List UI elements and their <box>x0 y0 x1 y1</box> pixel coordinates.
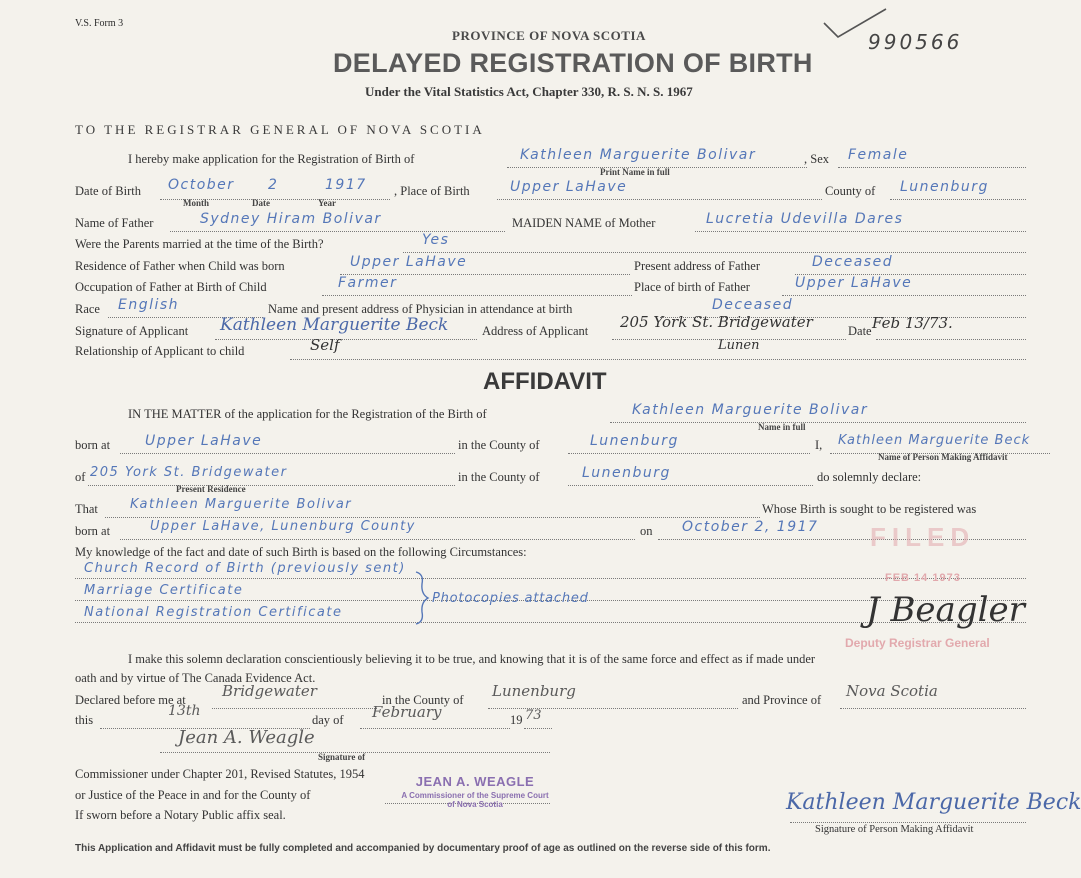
occupation-field[interactable]: Farmer <box>338 275 398 291</box>
dotted-line <box>568 453 810 454</box>
sex-field[interactable]: Female <box>848 147 909 163</box>
commissioner-stamp <box>390 774 560 809</box>
declared-county-label: in the County of <box>382 693 464 707</box>
declared-province-field[interactable]: Nova Scotia <box>846 682 938 700</box>
page-subtitle: Under the Vital Statistics Act, Chapter 330, R. S. N. S. 1967 <box>365 84 693 99</box>
born-at2-label: born at <box>75 524 111 538</box>
born-at-label: born at <box>75 438 111 452</box>
dotted-line <box>782 295 1026 296</box>
residence-field[interactable]: 205 York St. Bridgewater <box>90 465 288 480</box>
photocopies-note: Photocopies attached <box>432 591 589 606</box>
filed-date-stamp: FEB 14 1973 <box>885 572 961 584</box>
circumstance-3[interactable]: National Registration Certificate <box>84 605 343 620</box>
county-field[interactable]: Lunenburg <box>900 179 989 195</box>
res-father-field[interactable]: Upper LaHave <box>350 254 468 270</box>
name-in-full-hint: Name in full <box>758 422 806 432</box>
matter-name-field[interactable]: Kathleen Marguerite Bolivar <box>632 402 869 418</box>
month-field[interactable]: February <box>372 703 442 721</box>
mother-label: MAIDEN NAME of Mother <box>512 216 656 230</box>
addressee: TO THE REGISTRAR GENERAL OF NOVA SCOTIA <box>75 122 485 137</box>
mother-field[interactable]: Lucretia Udevilla Dares <box>706 211 904 227</box>
deponent-field[interactable]: Kathleen Marguerite Beck <box>838 433 1031 448</box>
dotted-line <box>568 485 813 486</box>
dotted-line <box>610 422 1026 423</box>
dotted-line <box>790 822 1026 823</box>
this-label: this <box>75 713 94 727</box>
present-addr-label: Present address of Father <box>634 259 761 273</box>
physician-field[interactable]: Deceased <box>712 297 794 313</box>
dotted-line <box>497 199 822 200</box>
address-label: Address of Applicant <box>482 324 589 338</box>
affidavit-applicant-signature: Kathleen Marguerite Beck <box>786 790 1081 815</box>
date-hint: Date <box>252 198 270 208</box>
knowledge-text: My knowledge of the fact and date of such Birth is based on the following Circumstances: <box>75 545 527 559</box>
race-field[interactable]: English <box>118 297 180 313</box>
solemn-text-1: I make this solemn declaration conscientiously believing it to be true, and knowing that it is of the same force and effect as if made under <box>128 652 816 666</box>
dotted-line <box>890 199 1026 200</box>
physician-label: Name and present address of Physician in attendance at birth <box>268 302 573 316</box>
father-birthplace-field[interactable]: Upper LaHave <box>795 275 913 291</box>
sex-label: , Sex <box>804 152 829 166</box>
checkmark-icon <box>820 5 890 41</box>
affidavit-heading: AFFIDAVIT <box>483 368 607 395</box>
race-label: Race <box>75 302 100 316</box>
i-label: I, <box>815 438 823 452</box>
province-label: and Province of <box>742 693 822 707</box>
filed-stamp: FILED <box>870 522 976 552</box>
res-father-label: Residence of Father when Child was born <box>75 259 285 273</box>
present-addr-field[interactable]: Deceased <box>812 254 894 270</box>
place-label: , Place of Birth <box>394 184 470 198</box>
commissioner-line-2: or Justice of the Peace in and for the County of <box>75 788 311 802</box>
of-label: of <box>75 470 86 484</box>
day-of-label: day of <box>312 713 344 727</box>
dotted-line <box>170 231 505 232</box>
on-label: on <box>640 524 653 538</box>
year-prefix: 19 <box>510 713 523 727</box>
dotted-line <box>212 708 377 709</box>
date-label: Date <box>848 324 872 338</box>
matter-text: IN THE MATTER of the application for the Registration of the Birth of <box>128 407 487 421</box>
commissioner-line-3: If sworn before a Notary Public affix seal. <box>75 808 286 822</box>
dotted-line <box>403 252 1026 253</box>
dotted-line <box>120 453 455 454</box>
declared-county-field[interactable]: Lunenburg <box>492 682 576 700</box>
relationship-field[interactable]: Self <box>310 336 340 354</box>
dotted-line <box>322 295 632 296</box>
registrar-signature: J Beagler <box>866 590 1025 630</box>
dob-month-field[interactable]: October <box>168 177 235 193</box>
dotted-line <box>105 517 760 518</box>
married-label: Were the Parents married at the time of the Birth? <box>75 237 324 251</box>
married-field[interactable]: Yes <box>422 232 450 248</box>
year-field[interactable]: 73 <box>525 708 542 723</box>
born-at2-field[interactable]: Upper LaHave, Lunenburg County <box>150 519 416 534</box>
child-name-field[interactable]: Kathleen Marguerite Bolivar <box>520 147 757 163</box>
on-date-field[interactable]: October 2, 1917 <box>682 519 819 535</box>
father-field[interactable]: Sydney Hiram Bolivar <box>200 211 382 227</box>
dob-year-field[interactable]: 1917 <box>325 177 367 193</box>
whose-birth-text: Whose Birth is sought to be registered was <box>762 502 977 516</box>
father-birthplace-label: Place of birth of Father <box>634 280 750 294</box>
footer-note: This Application and Affidavit must be fully completed and accompanied by documentary proof of age as outlined on the reverse side of this form. <box>75 843 771 854</box>
residence-hint: Present Residence <box>176 484 246 494</box>
month-hint: Month <box>183 198 210 208</box>
dotted-line <box>695 231 1026 232</box>
born-at-field[interactable]: Upper LaHave <box>145 433 263 449</box>
commissioner-line-1: Commissioner under Chapter 201, Revised Statutes, 1954 <box>75 767 365 781</box>
dotted-line <box>876 339 1026 340</box>
day-field[interactable]: 13th <box>168 703 201 719</box>
dotted-line <box>840 708 1026 709</box>
dotted-line <box>838 167 1026 168</box>
serial-number: 990566 <box>868 30 963 54</box>
page-title: DELAYED REGISTRATION OF BIRTH <box>333 48 813 78</box>
county2-field[interactable]: Lunenburg <box>582 465 671 481</box>
father-label: Name of Father <box>75 216 154 230</box>
county-label: County of <box>825 184 876 198</box>
address-field[interactable]: 205 York St. Bridgewater <box>620 313 813 331</box>
dotted-line <box>524 728 552 729</box>
date-field[interactable]: Feb 13/73. <box>872 314 953 332</box>
dob-label: Date of Birth <box>75 184 141 198</box>
form-number: V.S. Form 3 <box>75 18 124 29</box>
county-field[interactable]: Lunenburg <box>590 433 679 449</box>
stamp-name: JEAN A. WEAGLE <box>415 774 535 789</box>
commissioner-signature: Jean A. Weagle <box>178 727 315 748</box>
year-hint: Year <box>318 198 336 208</box>
registrar-label-stamp: Deputy Registrar General <box>845 636 990 650</box>
dotted-line <box>75 578 1026 579</box>
dotted-line <box>290 359 1026 360</box>
that-name-field[interactable]: Kathleen Marguerite Bolivar <box>130 497 353 512</box>
occupation-label: Occupation of Father at Birth of Child <box>75 280 267 294</box>
declare-text: do solemnly declare: <box>817 470 922 484</box>
stamp-line-2: of Nova Scotia <box>447 800 503 809</box>
print-name-hint: Print Name in full <box>600 167 670 177</box>
circumstance-1[interactable]: Church Record of Birth (previously sent) <box>84 561 406 576</box>
declared-label: Declared before me at <box>75 693 186 707</box>
place-field[interactable]: Upper LaHave <box>510 179 628 195</box>
dotted-line <box>360 728 510 729</box>
deponent-hint: Name of Person Making Affidavit <box>878 452 1008 462</box>
applicant-signature-label: Signature of Person Making Affidavit <box>815 824 974 835</box>
circumstance-2[interactable]: Marriage Certificate <box>84 583 244 598</box>
solemn-text-2: oath and by virtue of The Canada Evidence Act. <box>75 671 316 685</box>
province-heading: PROVINCE OF NOVA SCOTIA <box>452 28 646 43</box>
dotted-line <box>88 485 455 486</box>
declared-at-field[interactable]: Bridgewater <box>222 682 317 700</box>
address-line2-field[interactable]: Lunen <box>718 338 760 353</box>
dob-date-field[interactable]: 2 <box>268 177 279 193</box>
dotted-line <box>120 539 635 540</box>
in-county-label-2: in the County of <box>458 470 540 484</box>
in-county-label: in the County of <box>458 438 540 452</box>
stamp-line-1: A Commissioner of the Supreme Court <box>401 791 549 800</box>
application-intro: I hereby make application for the Registration of Birth of <box>128 152 415 166</box>
dotted-line <box>215 339 477 340</box>
relationship-label: Relationship of Applicant to child <box>75 344 245 358</box>
applicant-signature[interactable]: Kathleen Marguerite Beck <box>220 315 449 335</box>
that-label: That <box>75 502 98 516</box>
signature-label: Signature of Applicant <box>75 324 189 338</box>
signature-of-label: Signature of <box>318 752 366 762</box>
